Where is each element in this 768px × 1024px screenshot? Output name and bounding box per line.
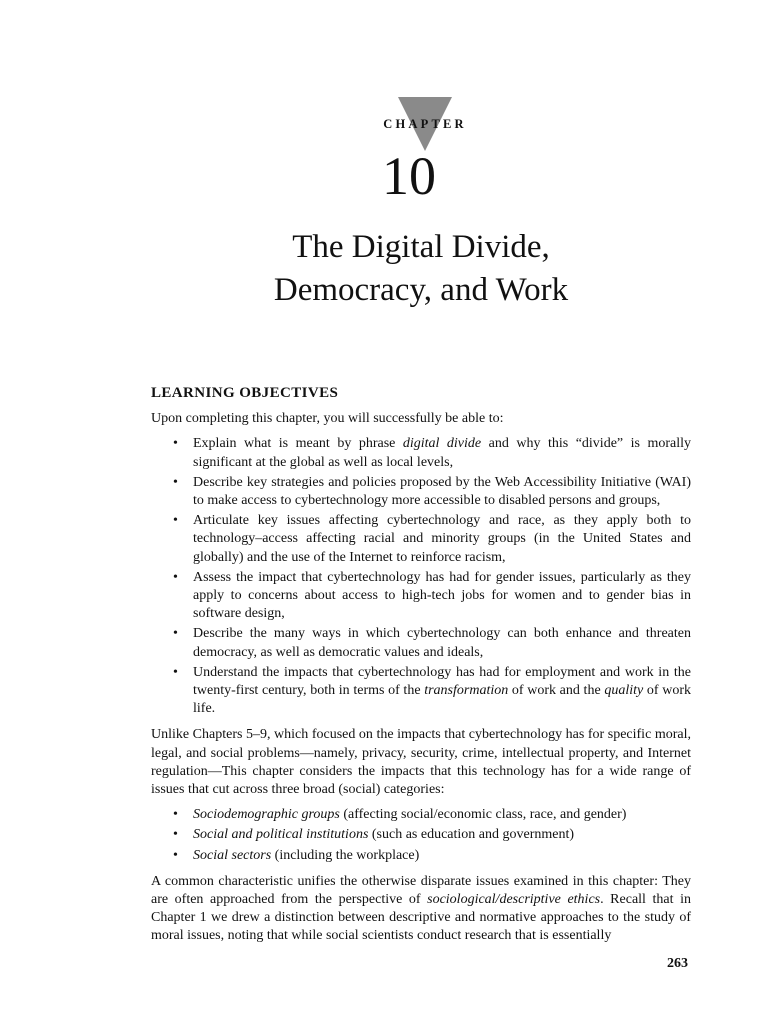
objectives-intro: Upon completing this chapter, you will successfully be able to: [151, 411, 504, 427]
text-run: A common characteristic unifies the otherwise disparate issues examined in this chapter: They are often approached from the perspective of [151, 873, 691, 908]
bullet-icon: • [173, 436, 178, 452]
italic-text: Social and political institutions [193, 827, 369, 843]
text-run: and why this “divide” is morally significant at the global as well as local levels, [193, 436, 692, 470]
categories-list [151, 806, 691, 865]
body-paragraph-2 [151, 873, 691, 946]
text-run: Explain what is meant by phrase [193, 436, 403, 452]
bullet-icon: • [173, 474, 178, 490]
chapter-title-line-2: Democracy, and Work [273, 272, 569, 308]
text-run: (such as education and government) [368, 827, 575, 843]
text-run: Describe key strategies and policies proposed by the Web Accessibility Initiative (WAI) to make access to cybertechnology more accessible to disabled persons and groups, [193, 474, 691, 509]
chapter-marker [380, 97, 470, 151]
text-run: (affecting social/economic class, race, and gender) [339, 807, 627, 823]
objective-item [151, 569, 691, 624]
italic-text: transformation [424, 683, 509, 699]
text-run: Assess the impact that cybertechnology has had for gender issues, particularly as they apply to concerns about access to high-tech jobs for women and to gender bias in software design, [193, 569, 691, 622]
objective-item [151, 435, 691, 471]
bullet-icon: • [173, 569, 178, 585]
italic-text: sociological/descriptive ethics [427, 892, 601, 908]
bullet-icon: • [173, 513, 178, 529]
text-run: Understand the impacts that cybertechnology has had for employment and work in the twenty-first century, both in terms of the [193, 664, 691, 699]
objectives-list [151, 435, 691, 718]
bullet-icon: • [173, 664, 178, 680]
objective-item [151, 512, 691, 567]
bullet-icon: • [173, 847, 178, 863]
bullet-icon: • [173, 807, 178, 823]
chapter-number: 10 [382, 146, 436, 206]
bullet-icon: • [173, 626, 178, 642]
text-run: (including the workplace) [271, 847, 420, 863]
objective-item [151, 664, 691, 719]
italic-text: Sociodemographic groups [193, 807, 340, 823]
bullet-icon: • [173, 827, 178, 843]
body-paragraph-1: Unlike Chapters 5–9, which focused on the impacts that cybertechnology has for specific moral, legal, and social problems—namely, privacy, security, crime, intellectual property, and Internet regulation—This chapter considers the impacts that this technology has for a wide range of issues that cut across three broad (social) categories: [151, 727, 691, 798]
objective-item [151, 625, 691, 661]
text-run: of work and the [508, 683, 605, 699]
text-run: Describe the many ways in which cybertechnology can both enhance and threaten democracy, as well as democratic values and ideals, [193, 626, 691, 660]
category-item [151, 847, 691, 865]
italic-text: Social sectors [193, 847, 272, 863]
text-run: of work life. [193, 683, 691, 717]
category-item [151, 806, 691, 824]
italic-text: quality [604, 683, 644, 699]
text-run: Articulate key issues affecting cybertechnology and race, as they apply both to technology–access affecting racial and minority groups (in the United States and globally) and the use of the Internet to reinforce racism, [193, 513, 691, 565]
text-run: . Recall that in Chapter 1 we drew a distinction between descriptive and normative approaches to the study of moral issues, noting that while social scientists conduct research that is essentially [151, 892, 691, 944]
italic-text: digital divide [402, 436, 482, 452]
section-heading: LEARNING OBJECTIVES [151, 385, 339, 401]
page-number: 263 [667, 956, 688, 971]
chapter-title [0, 226, 768, 312]
chapter-title-line-1: The Digital Divide, [292, 229, 550, 265]
chapter-content [151, 384, 691, 953]
category-item [151, 826, 691, 844]
chapter-label: CHAPTER [383, 117, 467, 131]
objective-item [151, 474, 691, 510]
